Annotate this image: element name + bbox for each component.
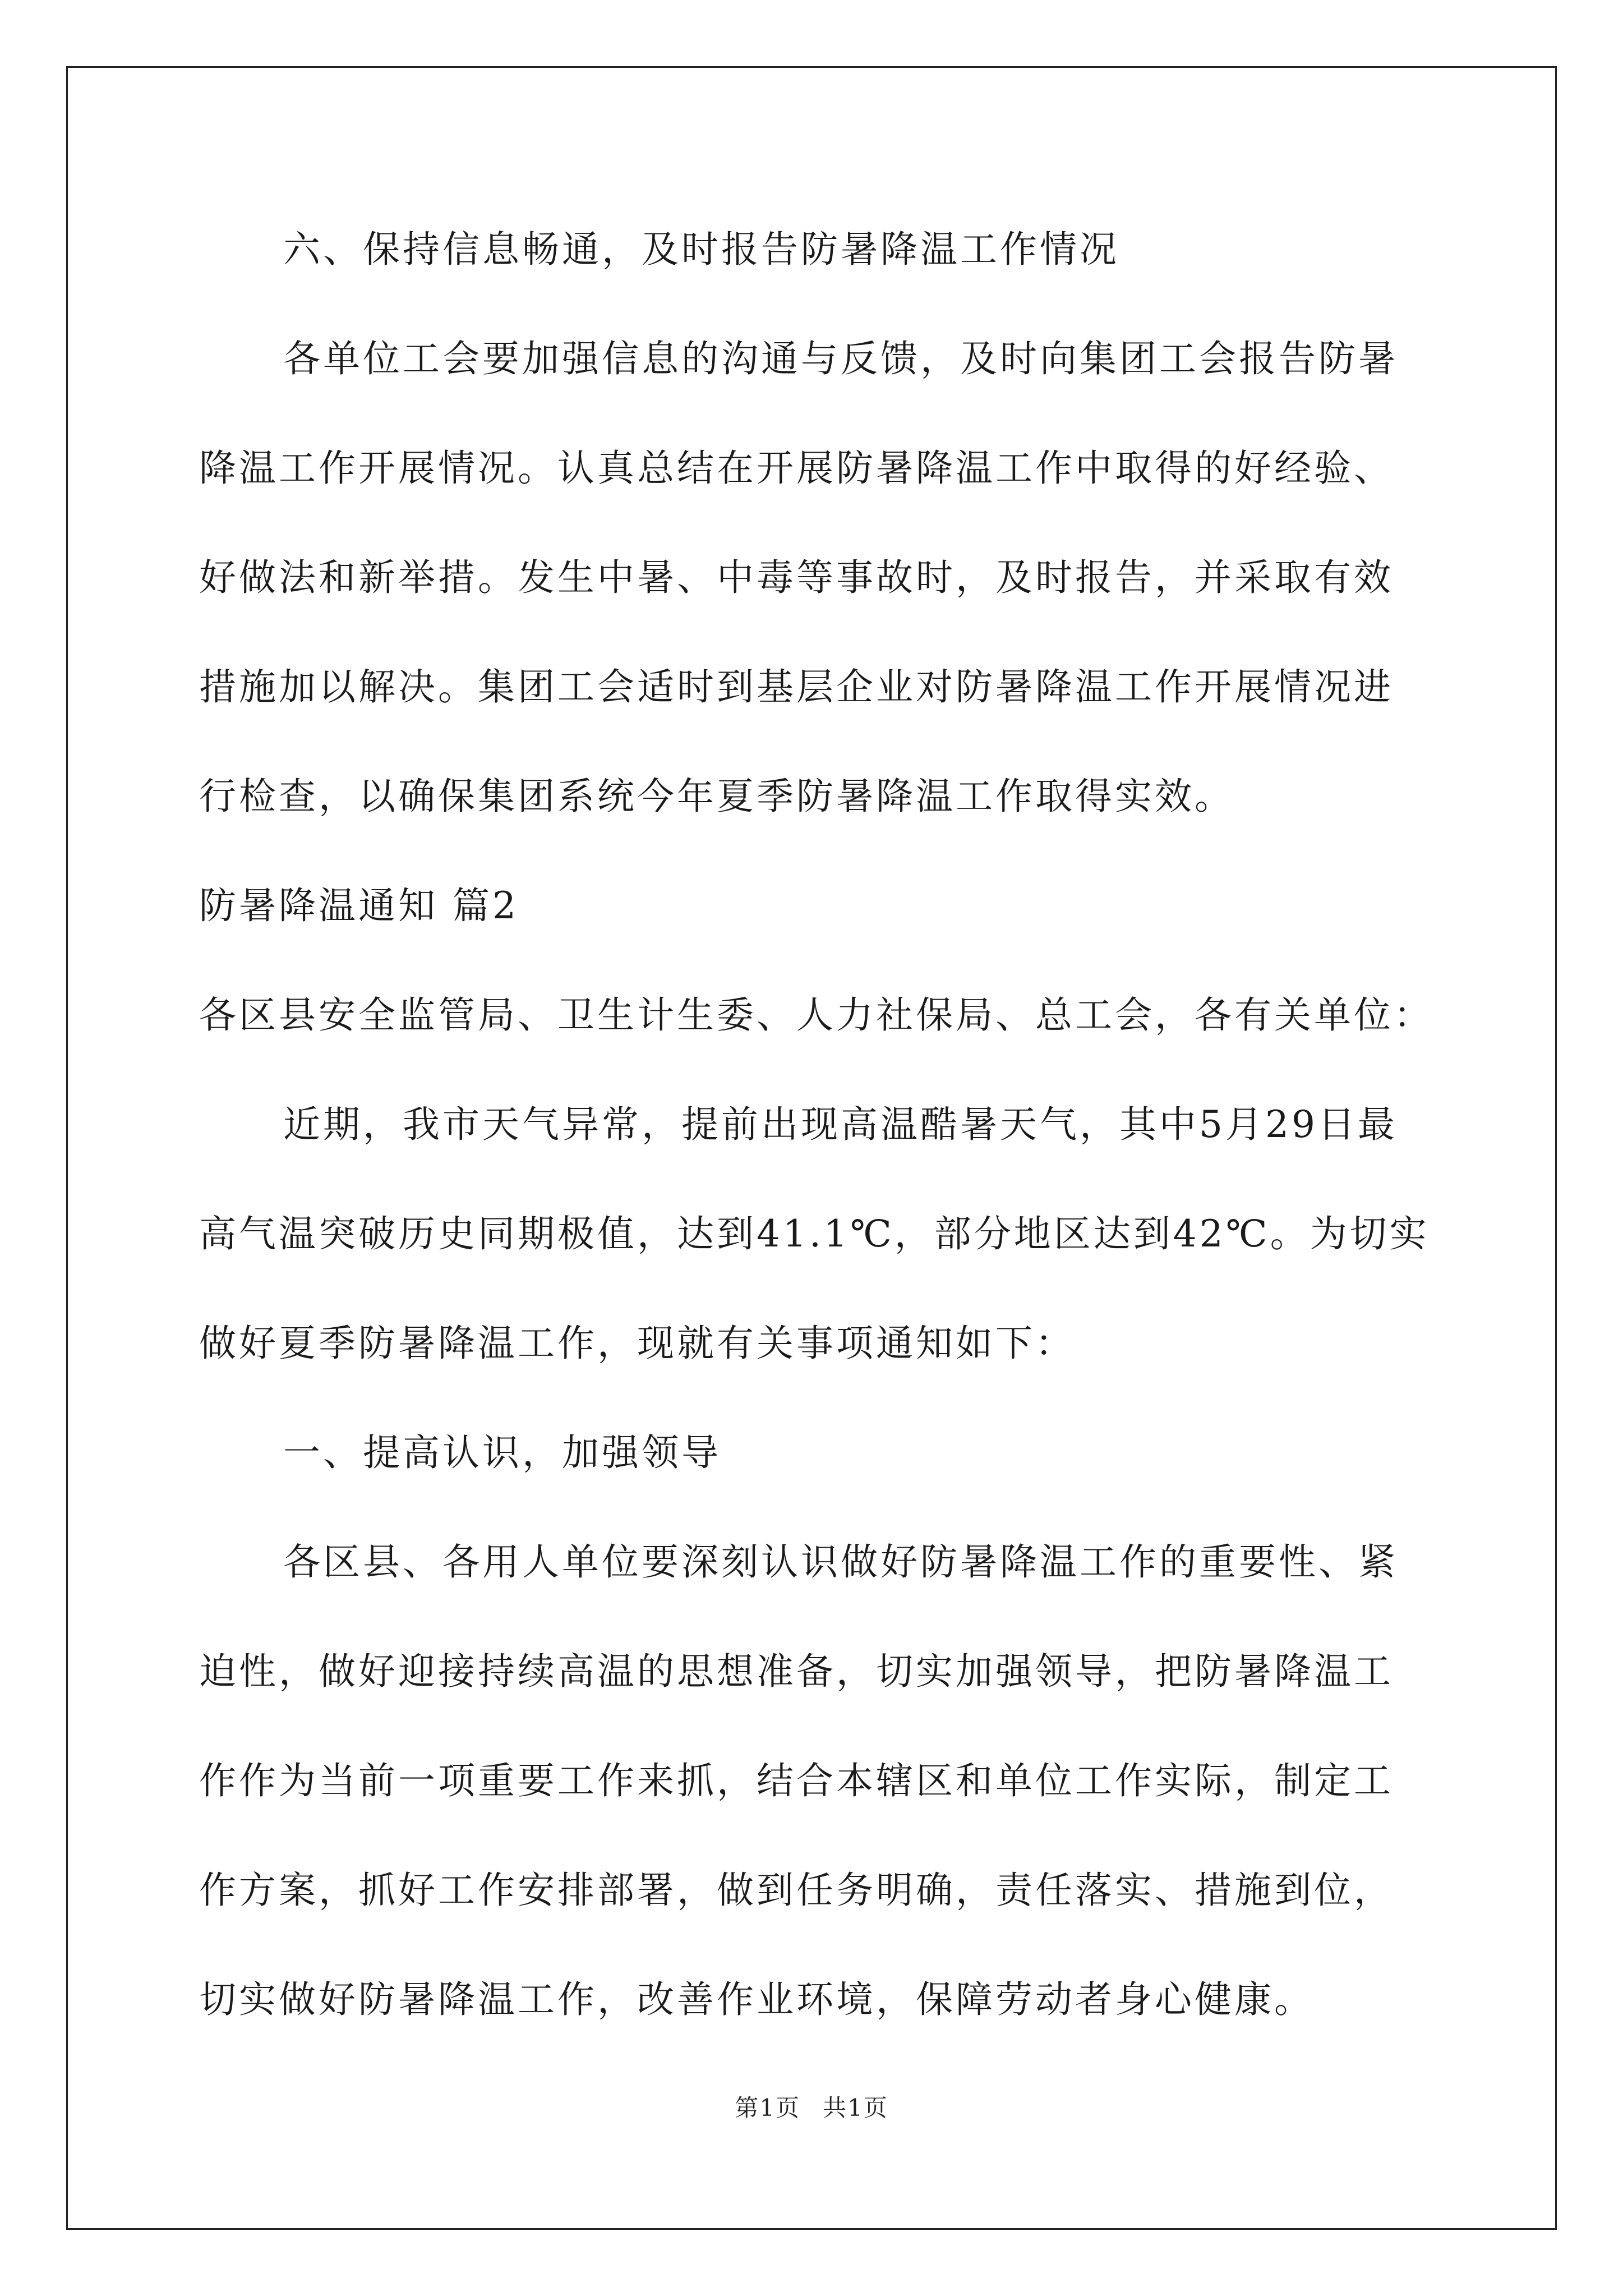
- section-heading: 一、提高认识，加强领导: [283, 1431, 721, 1474]
- paragraph-line: 作方案，抓好工作安排部署，做到任务明确，责任落实、措施到位，: [199, 1869, 1394, 1912]
- paragraph-line: 各区县、各用人单位要深刻认识做好防暑降温工作的重要性、紧: [283, 1540, 1398, 1584]
- page-number: 第1页: [735, 2094, 800, 2122]
- recipients-line: 各区县安全监管局、卫生计生委、人力社保局、总工会，各有关单位：: [199, 993, 1433, 1037]
- article-title: 防暑降温通知 篇2: [199, 884, 519, 927]
- paragraph-line: 近期，我市天气异常，提前出现高温酷暑天气，其中5月29日最: [283, 1103, 1398, 1146]
- paragraph-line: 各单位工会要加强信息的沟通与反馈，及时向集团工会报告防暑: [283, 337, 1398, 380]
- paragraph-line: 措施加以解决。集团工会适时到基层企业对防暑降温工作开展情况进: [199, 665, 1394, 708]
- paragraph-line: 行检查，以确保集团系统今年夏季防暑降温工作取得实效。: [199, 775, 1234, 818]
- section-heading: 六、保持信息畅通，及时报告防暑降温工作情况: [283, 228, 1119, 271]
- paragraph-line: 作作为当前一项重要工作来抓，结合本辖区和单位工作实际，制定工: [199, 1759, 1394, 1802]
- paragraph-line: 高气温突破历史同期极值，达到41.1℃，部分地区达到42℃。为切实: [199, 1212, 1430, 1255]
- paragraph-line: 降温工作开展情况。认真总结在开展防暑降温工作中取得的好经验、: [199, 447, 1394, 490]
- paragraph-line: 切实做好防暑降温工作，改善作业环境，保障劳动者身心健康。: [199, 1978, 1314, 2021]
- page-total: 共1页: [823, 2094, 888, 2122]
- page-footer: [0, 2091, 1623, 2125]
- paragraph-line: 做好夏季防暑降温工作，现就有关事项通知如下：: [199, 1322, 1075, 1365]
- paragraph-line: 好做法和新举措。发生中暑、中毒等事故时，及时报告，并采取有效: [199, 556, 1394, 599]
- paragraph-line: 迫性，做好迎接持续高温的思想准备，切实加强领导，把防暑降温工: [199, 1650, 1394, 1693]
